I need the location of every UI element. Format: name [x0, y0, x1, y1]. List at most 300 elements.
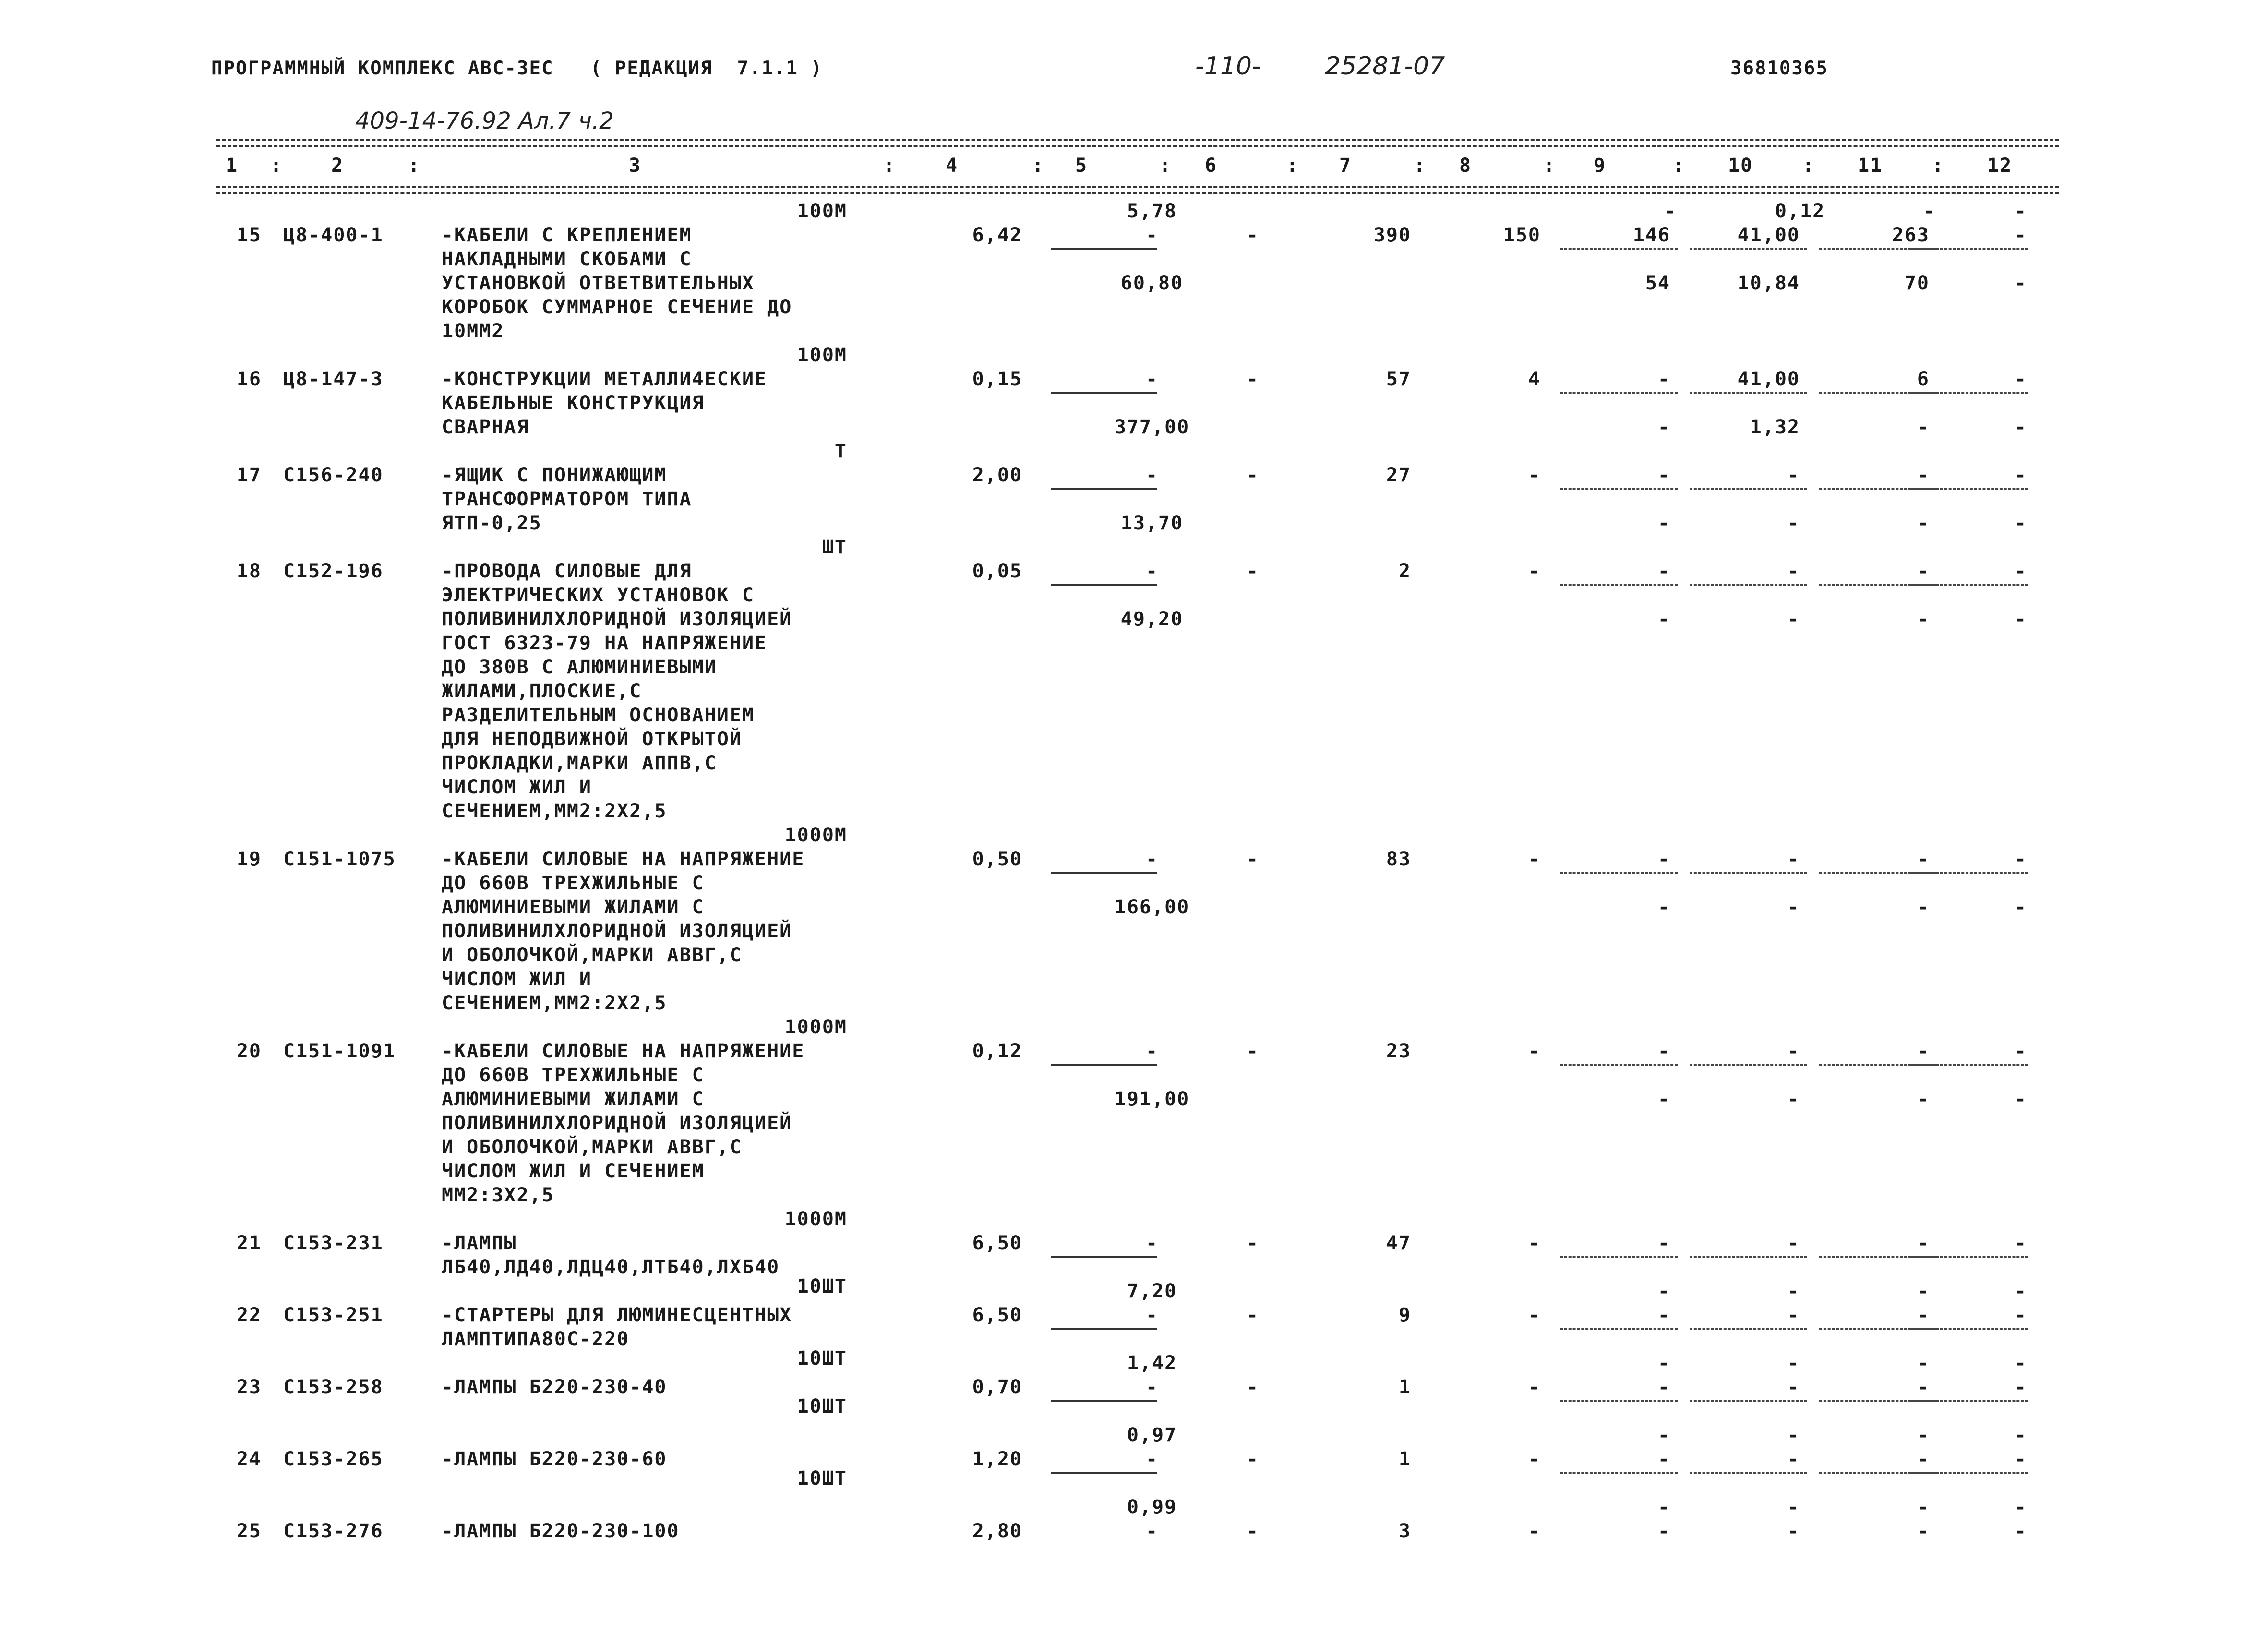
column-10-subvalue: -	[1787, 896, 1800, 918]
column-8-value: 150	[1503, 224, 1541, 246]
column-9-value: -	[1657, 1376, 1670, 1398]
column-header-9: 9	[1594, 155, 1607, 177]
value-underline	[1910, 488, 2028, 490]
description-line: СВАРНАЯ	[442, 416, 529, 438]
description-line: РАЗДЕЛИТЕЛЬНЫМ ОСНОВАНИЕМ	[442, 704, 755, 726]
value-underline	[1560, 1328, 1678, 1330]
description-line: ЖИЛАМИ,ПЛОСКИЕ,С	[442, 680, 642, 702]
description-line: ЧИСЛОМ ЖИЛ И	[442, 968, 592, 990]
value-underline	[1690, 584, 1807, 586]
column-11-subvalue: -	[1917, 512, 1930, 534]
value-underline	[1560, 1400, 1678, 1402]
column-6-value: -	[1246, 1232, 1260, 1254]
description-line: -СТАРТЕРЫ ДЛЯ ЛЮМИНЕСЦЕНТНЫХ	[442, 1304, 792, 1326]
column-11-subvalue: 70	[1904, 272, 1930, 294]
column-12-subvalue: -	[2014, 1280, 2028, 1302]
column-7-value: 2	[1398, 560, 1411, 582]
cost-underline	[1051, 1328, 1157, 1330]
unit-label: 100М	[797, 344, 847, 366]
column-9-subvalue: -	[1657, 1280, 1670, 1302]
column-8-value: -	[1528, 1040, 1541, 1062]
description-line: ПРОКЛАДКИ,МАРКИ АППВ,С	[442, 752, 717, 774]
column-10-value: -	[1787, 1376, 1800, 1398]
column-11-value: 263	[1892, 224, 1930, 246]
column-8-value: -	[1528, 1448, 1541, 1470]
description-line: И ОБОЛОЧКОЙ,МАРКИ АВВГ,С	[442, 944, 742, 966]
unit-cost: -	[1145, 224, 1159, 246]
cost-underline	[1051, 248, 1157, 250]
column-11-subvalue: -	[1917, 1352, 1930, 1374]
value-underline	[1690, 1400, 1807, 1402]
rate-code: С153-231	[283, 1232, 384, 1254]
column-12-value: -	[2014, 368, 2028, 390]
column-12-value: -	[2014, 1376, 2028, 1398]
value-above: -	[1923, 200, 1936, 222]
unit-cost: -	[1145, 1520, 1159, 1542]
column-8-value: -	[1528, 1232, 1541, 1254]
column-7-value: 3	[1398, 1520, 1411, 1542]
column-9-value: -	[1657, 1232, 1670, 1254]
description-line: ЧИСЛОМ ЖИЛ И	[442, 776, 592, 798]
description-line: ДО 660В ТРЕХЖИЛЬНЫЕ С	[442, 1064, 705, 1086]
column-8-value: -	[1528, 1304, 1541, 1326]
rate-code: С152-196	[283, 560, 384, 582]
unit-label: 1000М	[784, 824, 847, 846]
column-11-value: -	[1917, 1040, 1930, 1062]
program-header: ПРОГРАММНЫЙ КОМПЛЕКС АВС-3ЕС ( РЕДАКЦИЯ 7.1.1 )	[211, 58, 823, 79]
column-12-value: -	[2014, 560, 2028, 582]
column-separator: :	[1414, 155, 1427, 177]
column-10-subvalue: -	[1787, 1352, 1800, 1374]
cost-underline	[1051, 392, 1157, 394]
description-line: ПОЛИВИНИЛХЛОРИДНОЙ ИЗОЛЯЦИЕЙ	[442, 920, 792, 942]
row-number: 15	[236, 224, 262, 246]
cost-underline	[1051, 584, 1157, 586]
column-7-value: 23	[1386, 1040, 1411, 1062]
header-top-rule-2	[216, 145, 2059, 147]
column-12-value: -	[2014, 224, 2028, 246]
column-header-11: 11	[1858, 155, 1883, 177]
column-6-value: -	[1246, 560, 1260, 582]
value-underline	[1560, 392, 1678, 394]
rate-code: С151-1075	[283, 848, 396, 870]
column-7-value: 27	[1386, 464, 1411, 486]
unit-cost: -	[1145, 848, 1159, 870]
value-underline	[1560, 1064, 1678, 1066]
column-separator: :	[1932, 155, 1945, 177]
column-6-value: -	[1246, 224, 1260, 246]
column-8-value: -	[1528, 1520, 1541, 1542]
column-6-value: -	[1246, 1304, 1260, 1326]
quantity-value: 2,80	[972, 1520, 1022, 1542]
description-line: -КАБЕЛИ СИЛОВЫЕ НА НАПРЯЖЕНИЕ	[442, 1040, 805, 1062]
unit-cost-total: 191,00	[1114, 1088, 1190, 1110]
column-7-value: 9	[1398, 1304, 1411, 1326]
unit-cost-total: 0,97	[1127, 1424, 1177, 1446]
unit-cost-total: 1,42	[1127, 1352, 1177, 1374]
column-12-subvalue: -	[2014, 1088, 2028, 1110]
description-line: ДЛЯ НЕПОДВИЖНОЙ ОТКРЫТОЙ	[442, 728, 742, 750]
column-12-subvalue: -	[2014, 896, 2028, 918]
description-line: ЧИСЛОМ ЖИЛ И СЕЧЕНИЕМ	[442, 1160, 705, 1182]
value-underline	[1910, 1064, 2028, 1066]
column-11-subvalue: -	[1917, 608, 1930, 630]
column-header-12: 12	[1987, 155, 2013, 177]
column-7-value: 47	[1386, 1232, 1411, 1254]
description-line: ДО 660В ТРЕХЖИЛЬНЫЕ С	[442, 872, 705, 894]
cost-underline	[1051, 1472, 1157, 1474]
column-9-subvalue: -	[1657, 608, 1670, 630]
row-number: 16	[236, 368, 262, 390]
unit-label: 100М	[797, 200, 847, 222]
rate-code: С153-276	[283, 1520, 384, 1542]
column-10-value: -	[1787, 1040, 1800, 1062]
quantity-value: 2,00	[972, 464, 1022, 486]
column-11-subvalue: -	[1917, 1280, 1930, 1302]
column-9-subvalue: 54	[1645, 272, 1670, 294]
column-header-10: 10	[1728, 155, 1753, 177]
column-separator: :	[1159, 155, 1172, 177]
value-underline	[1690, 872, 1807, 874]
column-9-subvalue: -	[1657, 1424, 1670, 1446]
description-line: КАБЕЛЬНЫЕ КОНСТРУКЦИЯ	[442, 392, 705, 414]
unit-cost-total: 7,20	[1127, 1280, 1177, 1302]
unit-cost: -	[1145, 1448, 1159, 1470]
unit-cost: -	[1145, 1040, 1159, 1062]
unit-label: 1000М	[784, 1208, 847, 1230]
value-underline	[1910, 1328, 2028, 1330]
column-6-value: -	[1246, 1448, 1260, 1470]
description-line: ЛАМПТИПА80С-220	[442, 1328, 630, 1350]
value-underline	[1560, 248, 1678, 250]
column-separator: :	[1032, 155, 1045, 177]
row-number: 20	[236, 1040, 262, 1062]
header-top-rule	[216, 139, 2059, 141]
column-7-value: 1	[1398, 1448, 1411, 1470]
column-separator: :	[408, 155, 421, 177]
cost-underline	[1051, 1400, 1157, 1402]
value-underline	[1690, 248, 1807, 250]
column-9-subvalue: -	[1657, 896, 1670, 918]
column-9-value: -	[1657, 464, 1670, 486]
column-12-value: -	[2014, 1040, 2028, 1062]
column-8-value: -	[1528, 848, 1541, 870]
value-above: -	[2014, 200, 2028, 222]
value-underline	[1560, 872, 1678, 874]
column-12-subvalue: -	[2014, 512, 2028, 534]
unit-label: 10ШТ	[797, 1275, 847, 1297]
column-separator: :	[1286, 155, 1299, 177]
column-6-value: -	[1246, 1376, 1260, 1398]
description-line: ММ2:3Х2,5	[442, 1184, 554, 1206]
column-6-value: -	[1246, 464, 1260, 486]
column-10-value: -	[1787, 1520, 1800, 1542]
column-10-value: -	[1787, 1448, 1800, 1470]
unit-label: 10ШТ	[797, 1395, 847, 1417]
column-12-value: -	[2014, 1448, 2028, 1470]
row-number: 24	[236, 1448, 262, 1470]
column-11-subvalue: -	[1917, 416, 1930, 438]
description-line: ЛБ40,ЛД40,ЛДЦ40,ЛТБ40,ЛХБ40	[442, 1256, 780, 1278]
column-11-subvalue: -	[1917, 1424, 1930, 1446]
quantity-value: 0,05	[972, 560, 1022, 582]
unit-cost-total: 60,80	[1120, 272, 1184, 294]
column-7-value: 1	[1398, 1376, 1411, 1398]
unit-label: ШТ	[822, 536, 847, 558]
row-number: 21	[236, 1232, 262, 1254]
rate-code: С156-240	[283, 464, 384, 486]
cost-underline	[1051, 1064, 1157, 1066]
column-12-subvalue: -	[2014, 272, 2028, 294]
rate-code: С151-1091	[283, 1040, 396, 1062]
row-number: 18	[236, 560, 262, 582]
row-number: 25	[236, 1520, 262, 1542]
row-number: 19	[236, 848, 262, 870]
column-10-value: 41,00	[1737, 224, 1800, 246]
column-7-value: 83	[1386, 848, 1411, 870]
cost-above: 5,78	[1127, 200, 1177, 222]
column-11-subvalue: -	[1917, 896, 1930, 918]
description-line: СЕЧЕНИЕМ,ММ2:2Х2,5	[442, 992, 667, 1014]
description-line: -ЛАМПЫ Б220-230-60	[442, 1448, 667, 1470]
column-9-value: -	[1657, 1448, 1670, 1470]
description-line: -КАБЕЛИ С КРЕПЛЕНИЕМ	[442, 224, 692, 246]
value-above: -	[1664, 200, 1677, 222]
column-10-subvalue: 10,84	[1737, 272, 1800, 294]
column-12-subvalue: -	[2014, 608, 2028, 630]
quantity-value: 0,12	[972, 1040, 1022, 1062]
description-line: ПОЛИВИНИЛХЛОРИДНОЙ ИЗОЛЯЦИЕЙ	[442, 1112, 792, 1134]
column-6-value: -	[1246, 1040, 1260, 1062]
column-10-subvalue: -	[1787, 1424, 1800, 1446]
rate-code: Ц8-147-3	[283, 368, 384, 390]
column-10-subvalue: -	[1787, 1496, 1800, 1518]
column-header-7: 7	[1339, 155, 1352, 177]
column-9-subvalue: -	[1657, 512, 1670, 534]
unit-cost-total: 166,00	[1114, 896, 1190, 918]
value-underline	[1910, 1256, 2028, 1258]
column-11-value: -	[1917, 848, 1930, 870]
column-11-value: -	[1917, 560, 1930, 582]
description-line: СЕЧЕНИЕМ,ММ2:2Х2,5	[442, 800, 667, 822]
column-separator: :	[270, 155, 283, 177]
unit-label: 10ШТ	[797, 1467, 847, 1489]
rate-code: Ц8-400-1	[283, 224, 384, 246]
column-6-value: -	[1246, 368, 1260, 390]
quantity-value: 0,70	[972, 1376, 1022, 1398]
header-bottom-rule	[216, 186, 2059, 188]
description-line: -ЛАМПЫ Б220-230-100	[442, 1520, 680, 1542]
value-underline	[1560, 584, 1678, 586]
unit-cost: -	[1145, 1376, 1159, 1398]
column-10-subvalue: -	[1787, 512, 1800, 534]
value-underline	[1560, 488, 1678, 490]
column-12-subvalue: -	[2014, 416, 2028, 438]
column-10-subvalue: -	[1787, 1280, 1800, 1302]
page-number: -110-	[1195, 52, 1261, 81]
document-number: 25281-07	[1325, 52, 1445, 81]
column-10-value: -	[1787, 560, 1800, 582]
column-10-value: -	[1787, 464, 1800, 486]
unit-cost: -	[1145, 1232, 1159, 1254]
column-9-subvalue: -	[1657, 1352, 1670, 1374]
value-underline	[1910, 392, 2028, 394]
column-11-value: -	[1917, 464, 1930, 486]
header-bottom-rule-2	[216, 192, 2059, 194]
cost-underline	[1051, 488, 1157, 490]
unit-label: 10ШТ	[797, 1347, 847, 1369]
value-underline	[1690, 488, 1807, 490]
quantity-value: 6,50	[972, 1232, 1022, 1254]
column-12-value: -	[2014, 848, 2028, 870]
value-underline	[1910, 872, 2028, 874]
column-7-value: 57	[1386, 368, 1411, 390]
column-9-value: -	[1657, 1304, 1670, 1326]
column-header-6: 6	[1205, 155, 1218, 177]
value-underline	[1690, 1256, 1807, 1258]
column-10-subvalue: -	[1787, 1088, 1800, 1110]
column-12-value: -	[2014, 1304, 2028, 1326]
unit-cost-total: 49,20	[1120, 608, 1184, 630]
description-line: -ЯЩИК С ПОНИЖАЮЩИМ	[442, 464, 667, 486]
column-12-subvalue: -	[2014, 1496, 2028, 1518]
unit-cost-total: 0,99	[1127, 1496, 1177, 1518]
quantity-value: 1,20	[972, 1448, 1022, 1470]
column-6-value: -	[1246, 848, 1260, 870]
value-underline	[1910, 584, 2028, 586]
description-line: -ПРОВОДА СИЛОВЫЕ ДЛЯ	[442, 560, 692, 582]
description-line: ПОЛИВИНИЛХЛОРИДНОЙ ИЗОЛЯЦИЕЙ	[442, 608, 792, 630]
description-line: ЭЛЕКТРИЧЕСКИХ УСТАНОВОК С	[442, 584, 755, 606]
column-6-value: -	[1246, 1520, 1260, 1542]
unit-cost: -	[1145, 464, 1159, 486]
description-line: АЛЮМИНИЕВЫМИ ЖИЛАМИ С	[442, 1088, 705, 1110]
column-10-subvalue: -	[1787, 608, 1800, 630]
column-9-value: -	[1657, 560, 1670, 582]
quantity-value: 6,42	[972, 224, 1022, 246]
value-above: 0,12	[1775, 200, 1825, 222]
column-header-3: 3	[629, 155, 642, 177]
column-9-subvalue: -	[1657, 1088, 1670, 1110]
rate-code: С153-251	[283, 1304, 384, 1326]
column-7-value: 390	[1373, 224, 1411, 246]
column-separator: :	[883, 155, 896, 177]
column-10-subvalue: 1,32	[1750, 416, 1800, 438]
description-line: -КАБЕЛИ СИЛОВЫЕ НА НАПРЯЖЕНИЕ	[442, 848, 805, 870]
column-10-value: 41,00	[1737, 368, 1800, 390]
description-line: ТРАНСФОРМАТОРОМ ТИПА	[442, 488, 692, 510]
row-number: 22	[236, 1304, 262, 1326]
column-header-5: 5	[1075, 155, 1088, 177]
column-separator: :	[1802, 155, 1815, 177]
column-11-value: -	[1917, 1232, 1930, 1254]
column-11-value: -	[1917, 1304, 1930, 1326]
column-9-subvalue: -	[1657, 416, 1670, 438]
row-number: 23	[236, 1376, 262, 1398]
column-9-subvalue: -	[1657, 1496, 1670, 1518]
column-8-value: -	[1528, 560, 1541, 582]
description-line: ГОСТ 6323-79 НА НАПРЯЖЕНИЕ	[442, 632, 768, 654]
column-11-subvalue: -	[1917, 1088, 1930, 1110]
quantity-value: 0,15	[972, 368, 1022, 390]
column-11-value: -	[1917, 1520, 1930, 1542]
column-header-2: 2	[331, 155, 344, 177]
column-9-value: 146	[1632, 224, 1670, 246]
description-line: УСТАНОВКОЙ ОТВЕТВИТЕЛЬНЫХ	[442, 272, 755, 294]
unit-cost-total: 13,70	[1120, 512, 1184, 534]
column-header-8: 8	[1459, 155, 1472, 177]
description-line: -ЛАМПЫ Б220-230-40	[442, 1376, 667, 1398]
description-line: 10ММ2	[442, 320, 504, 342]
cost-underline	[1051, 1256, 1157, 1258]
value-underline	[1560, 1472, 1678, 1474]
column-9-value: -	[1657, 368, 1670, 390]
column-8-value: -	[1528, 464, 1541, 486]
column-11-value: -	[1917, 1376, 1930, 1398]
description-line: НАКЛАДНЫМИ СКОБАМИ С	[442, 248, 692, 270]
cost-underline	[1051, 872, 1157, 874]
value-underline	[1690, 1472, 1807, 1474]
unit-label: Т	[834, 440, 847, 462]
value-underline	[1910, 1400, 2028, 1402]
unit-cost-total: 377,00	[1114, 416, 1190, 438]
column-12-value: -	[2014, 1232, 2028, 1254]
description-line: ЯТП-0,25	[442, 512, 542, 534]
column-12-value: -	[2014, 1520, 2028, 1542]
quantity-value: 6,50	[972, 1304, 1022, 1326]
column-9-value: -	[1657, 848, 1670, 870]
value-underline	[1910, 1472, 2028, 1474]
value-underline	[1690, 392, 1807, 394]
column-separator: :	[1673, 155, 1686, 177]
unit-cost: -	[1145, 368, 1159, 390]
column-8-value: 4	[1528, 368, 1541, 390]
column-12-value: -	[2014, 464, 2028, 486]
row-number: 17	[236, 464, 262, 486]
description-line: АЛЮМИНИЕВЫМИ ЖИЛАМИ С	[442, 896, 705, 918]
column-9-value: -	[1657, 1520, 1670, 1542]
quantity-value: 0,50	[972, 848, 1022, 870]
description-line: И ОБОЛОЧКОЙ,МАРКИ АВВГ,С	[442, 1136, 742, 1158]
column-11-value: -	[1917, 1448, 1930, 1470]
column-12-subvalue: -	[2014, 1352, 2028, 1374]
description-line: -КОНСТРУКЦИИ МЕТАЛЛИ4ЕСКИЕ	[442, 368, 768, 390]
description-line: КОРОБОК СУММАРНОЕ СЕЧЕНИЕ ДО	[442, 296, 792, 318]
column-10-value: -	[1787, 1304, 1800, 1326]
value-underline	[1910, 248, 2028, 250]
column-header-4: 4	[946, 155, 959, 177]
column-11-value: 6	[1917, 368, 1930, 390]
value-underline	[1690, 1064, 1807, 1066]
column-12-subvalue: -	[2014, 1424, 2028, 1446]
description-line: ДО 380В С АЛЮМИНИЕВЫМИ	[442, 656, 717, 678]
rate-code: С153-258	[283, 1376, 384, 1398]
unit-cost: -	[1145, 1304, 1159, 1326]
document-code: 36810365	[1730, 58, 1828, 79]
column-header-1: 1	[226, 155, 239, 177]
column-11-subvalue: -	[1917, 1496, 1930, 1518]
column-10-value: -	[1787, 1232, 1800, 1254]
unit-label: 1000М	[784, 1016, 847, 1038]
column-separator: :	[1543, 155, 1556, 177]
album-reference: 409-14-76.92 Ал.7 ч.2	[355, 108, 614, 134]
column-10-value: -	[1787, 848, 1800, 870]
column-8-value: -	[1528, 1376, 1541, 1398]
column-9-value: -	[1657, 1040, 1670, 1062]
value-underline	[1560, 1256, 1678, 1258]
unit-cost: -	[1145, 560, 1159, 582]
description-line: -ЛАМПЫ	[442, 1232, 517, 1254]
